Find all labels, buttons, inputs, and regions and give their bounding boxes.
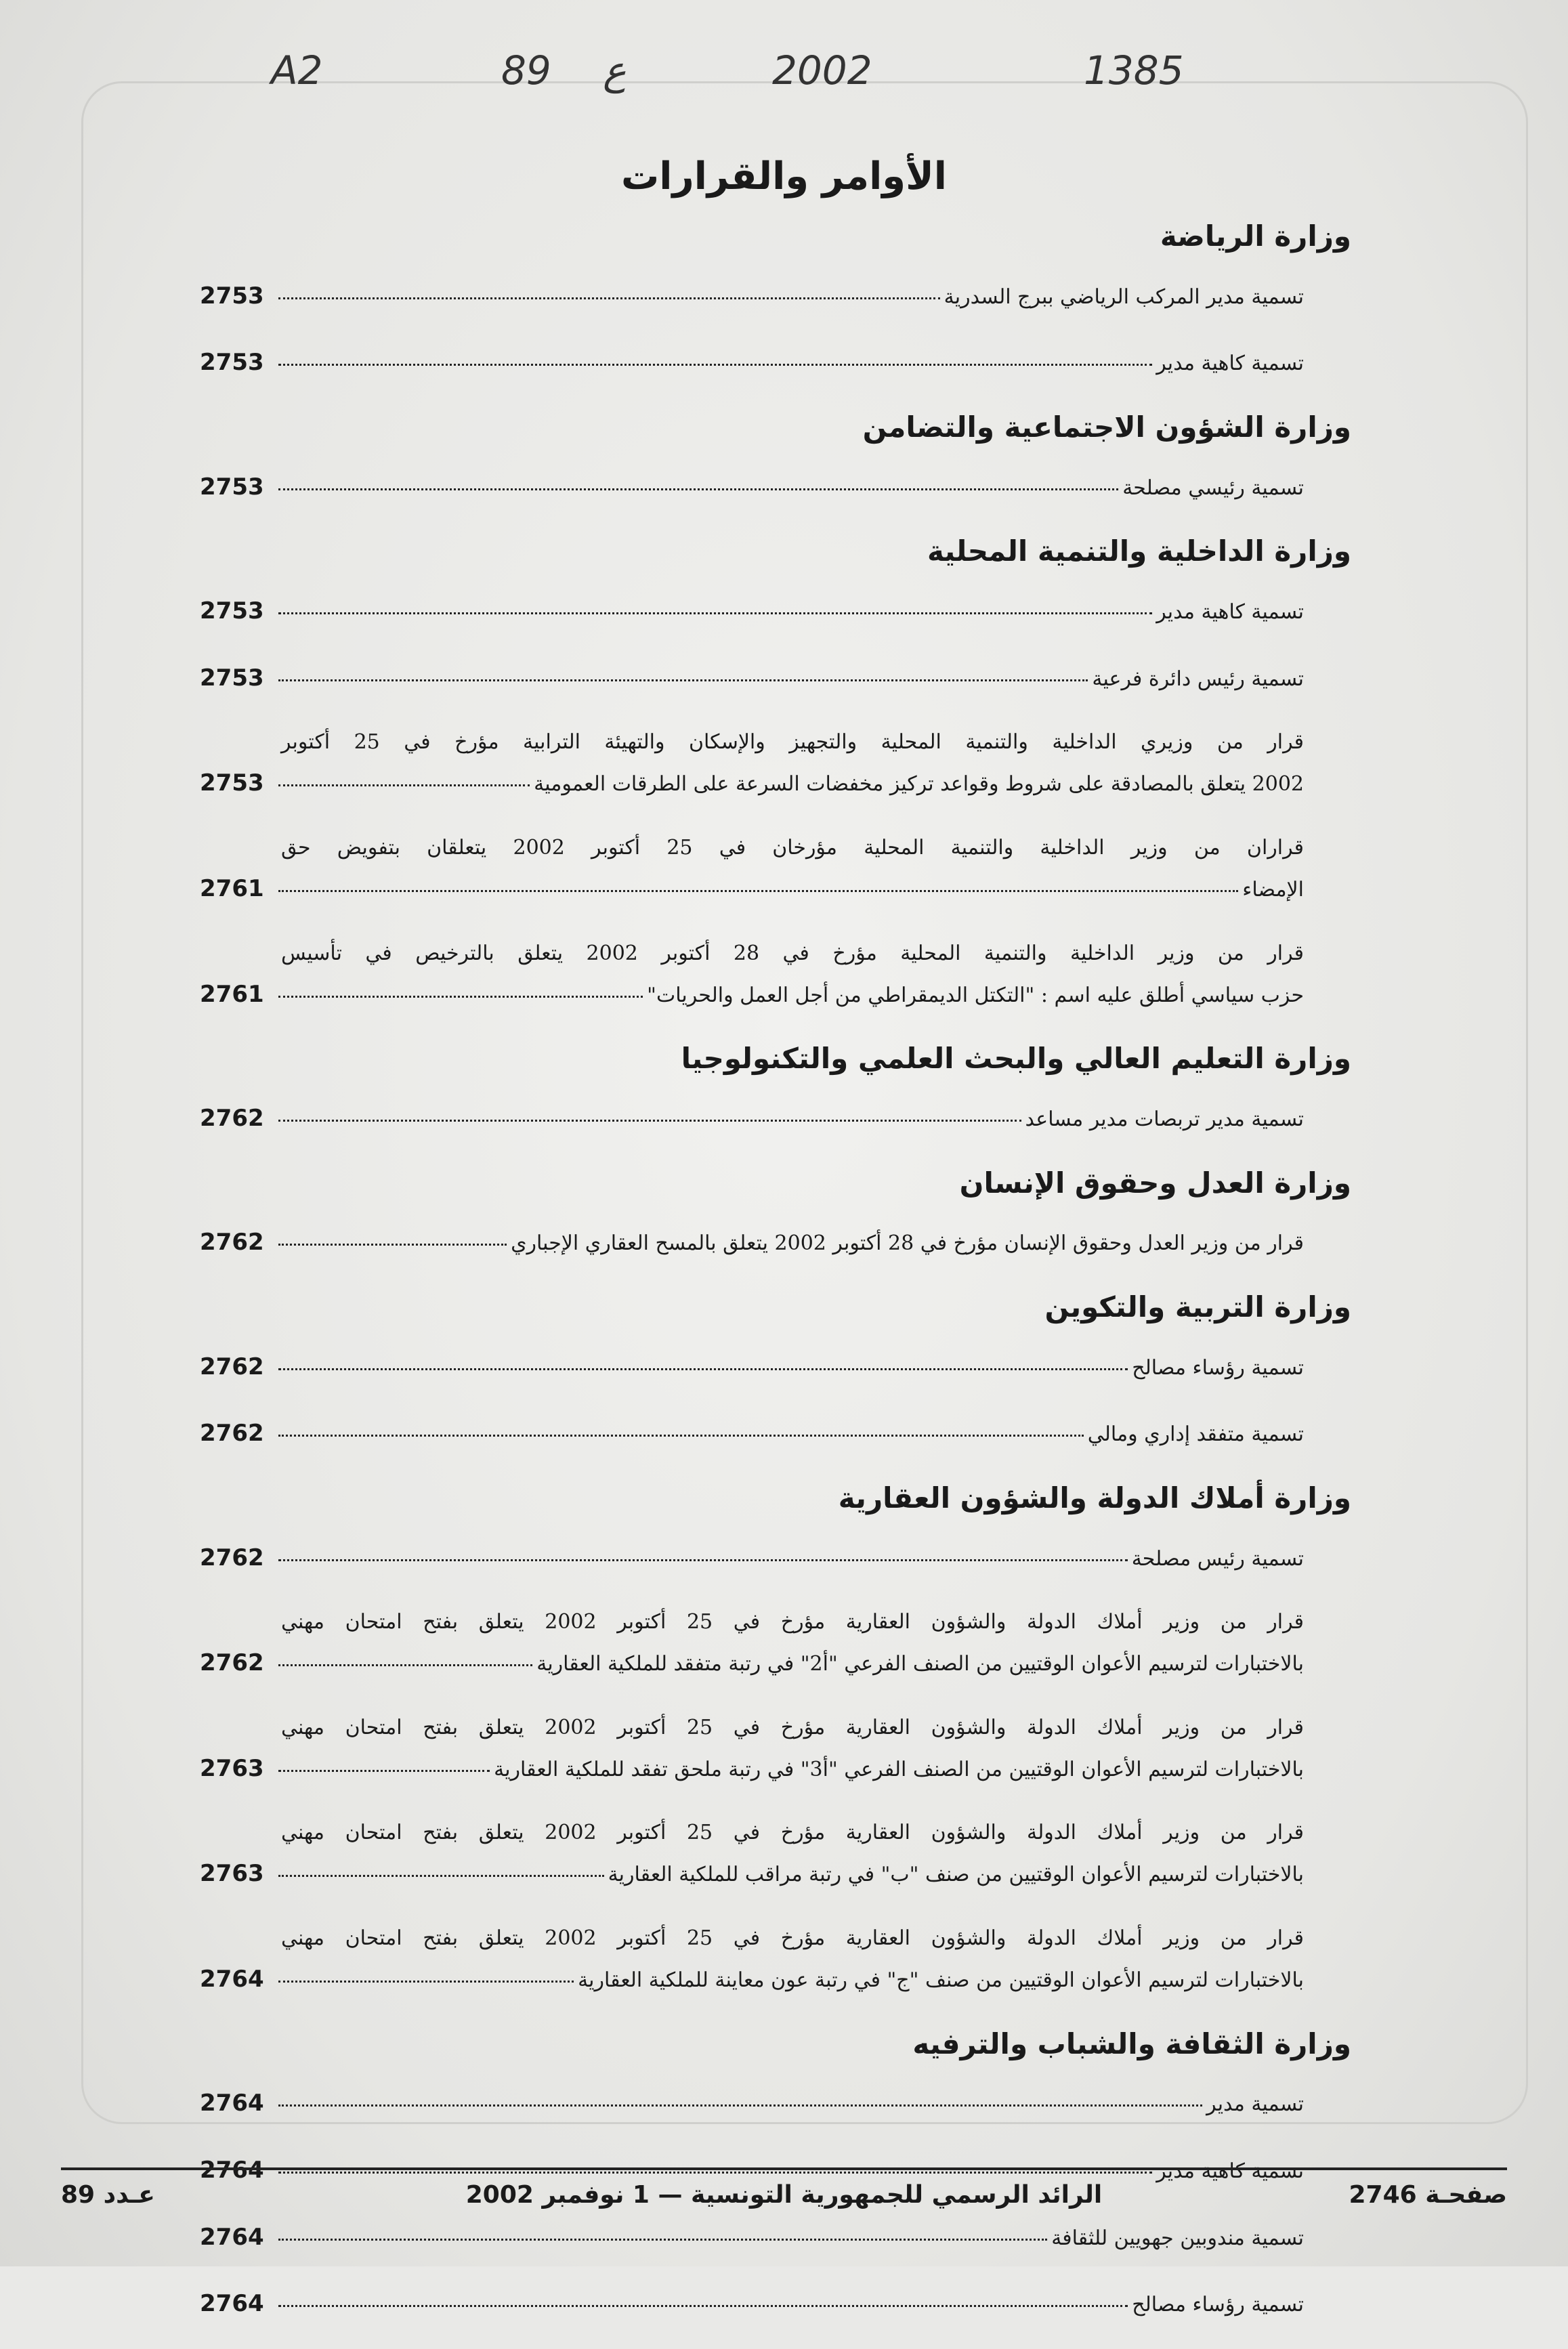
dot-leader	[278, 2172, 1152, 2174]
entry-page-number: 2762	[200, 1544, 264, 1571]
entry-page-number: 2764	[200, 2223, 264, 2251]
dot-leader	[278, 1368, 1128, 1370]
entry-page-number: 2753	[200, 473, 264, 501]
toc-entry[interactable]	[200, 723, 1304, 805]
handwritten-note: ع	[603, 47, 627, 93]
entry-text: تسمية مدير تربصات مدير مساعد	[1025, 1107, 1304, 1131]
page-number: صفحـة 2746	[1349, 2181, 1507, 2209]
page-footer	[61, 2181, 1507, 2228]
entry-text: تسمية رئيس دائرة فرعية	[1092, 666, 1304, 691]
journal-name-date: الرائد الرسمي للجمهورية التونسية — 1 نوفمبر 2002	[465, 2181, 1103, 2209]
toc-entry[interactable]	[200, 1708, 1304, 1791]
entry-text: حزب سياسي أطلق عليه اسم : "التكتل الديمقراطي من أجل العمل والحريات"	[647, 983, 1304, 1007]
entry-text-first-line: قرار من وزيري الداخلية والتنمية المحلية والتجهيز والإسكان والتهيئة الترابية مؤرخ في 25 أكتوبر	[281, 730, 1304, 755]
toc-entry[interactable]	[200, 2081, 1304, 2125]
issue-number: عـدد 89	[61, 2181, 155, 2209]
dot-leader	[278, 1120, 1021, 1122]
dot-leader	[278, 1559, 1128, 1561]
handwritten-note: A2	[271, 47, 323, 93]
entry-page-number: 2753	[200, 597, 264, 625]
dot-leader	[278, 1981, 574, 1983]
handwritten-note: 89	[501, 47, 551, 93]
toc-entry[interactable]	[200, 1221, 1304, 1265]
entry-text: 2002 يتعلق بالمصادقة على شروط وقواعد تركيز مخفضات السرعة على الطرقات العمومية	[534, 772, 1304, 797]
entry-text-first-line: قرار من وزير أملاك الدولة والشؤون العقارية مؤرخ في 25 أكتوبر 2002 يتعلق بفتح امتحان مهني	[281, 1926, 1304, 1951]
toc-entry[interactable]	[200, 934, 1304, 1017]
entry-text-first-line: قرار من وزير أملاك الدولة والشؤون العقارية مؤرخ في 25 أكتوبر 2002 يتعلق بفتح امتحان مهني	[281, 1715, 1304, 1739]
entry-page-number: 2753	[200, 349, 264, 377]
entry-page-number: 2762	[200, 1229, 264, 1256]
ministry-heading: وزارة أملاك الدولة والشؤون العقارية	[838, 1481, 1351, 1515]
ministry-heading: وزارة التربية والتكوين	[1044, 1290, 1351, 1324]
entry-text: الإمضاء	[1242, 877, 1304, 902]
footer-divider	[61, 2167, 1507, 2170]
toc-entry[interactable]	[200, 1813, 1304, 1896]
entry-page-number: 2762	[200, 1104, 264, 1132]
ministry-heading: وزارة الرياضة	[1160, 219, 1351, 253]
dot-leader	[278, 2305, 1128, 2307]
toc-entry[interactable]	[200, 1097, 1304, 1141]
entry-text: تسمية كاهية مدير	[1156, 352, 1304, 376]
entry-page-number: 2762	[200, 1420, 264, 1447]
dot-leader	[278, 679, 1088, 681]
entry-page-number: 2761	[200, 874, 264, 902]
entry-page-number: 2764	[200, 1966, 264, 1993]
entry-text: تسمية رئيسي مصلحة	[1122, 475, 1304, 500]
dot-leader	[278, 890, 1238, 892]
toc-entry[interactable]	[200, 274, 1304, 318]
entry-text: بالاختبارات لترسيم الأعوان الوقتيين من صنف "ج" في رتبة عون معاينة للملكية العقارية	[578, 1968, 1304, 1993]
toc-entry[interactable]	[200, 1412, 1304, 1456]
entry-page-number: 2764	[200, 2090, 264, 2117]
dot-leader	[278, 364, 1152, 366]
ministry-heading: وزارة الداخلية والتنمية المحلية	[927, 534, 1351, 568]
entry-page-number: 2761	[200, 980, 264, 1008]
entry-text: تسمية كاهية مدير	[1156, 2159, 1304, 2184]
dot-leader	[278, 1770, 490, 1772]
ministry-heading: وزارة الشؤون الاجتماعية والتضامن	[862, 410, 1351, 444]
ministry-heading: وزارة الثقافة والشباب والترفيه	[912, 2027, 1351, 2060]
entry-text: تسمية مدير	[1206, 2092, 1304, 2117]
handwritten-note: 1385	[1084, 47, 1184, 93]
toc-entry[interactable]	[200, 1603, 1304, 1685]
toc-entry[interactable]	[200, 465, 1304, 509]
entry-text-first-line: قراران من وزير الداخلية والتنمية المحلية مؤرخان في 25 أكتوبر 2002 يتعلقان بتفويض حق	[281, 835, 1304, 860]
toc-entry[interactable]	[200, 1345, 1304, 1389]
entry-page-number: 2762	[200, 1353, 264, 1380]
entry-text: بالاختبارات لترسيم الأعوان الوقتيين من الصنف الفرعي "أ2" في رتبة متفقد للملكية العقارية	[536, 1652, 1304, 1676]
entry-page-number: 2753	[200, 769, 264, 797]
entry-text: تسمية مندوبين جهويين للثقافة	[1051, 2226, 1304, 2250]
entry-text: تسمية متفقد إداري ومالي	[1087, 1422, 1304, 1447]
entry-page-number: 2763	[200, 1860, 264, 1888]
entry-text-first-line: قرار من وزير أملاك الدولة والشؤون العقارية مؤرخ في 25 أكتوبر 2002 يتعلق بفتح امتحان مهني	[281, 1821, 1304, 1845]
ministry-heading: وزارة العدل وحقوق الإنسان	[959, 1166, 1351, 1200]
toc-entry[interactable]	[200, 656, 1304, 700]
toc-entry[interactable]	[200, 2282, 1304, 2326]
entry-text: قرار من وزير العدل وحقوق الإنسان مؤرخ في 28 أكتوبر 2002 يتعلق بالمسح العقاري الإجباري	[511, 1231, 1304, 1256]
dot-leader	[278, 784, 530, 786]
dot-leader	[278, 1875, 604, 1877]
ministry-heading: وزارة التعليم العالي والبحث العلمي والتكنولوجيا	[681, 1042, 1351, 1076]
entry-page-number: 2763	[200, 1754, 264, 1782]
table-of-contents	[200, 217, 1351, 2349]
toc-entry[interactable]	[200, 589, 1304, 633]
toc-entry[interactable]	[200, 828, 1304, 911]
dot-leader	[278, 612, 1152, 614]
handwritten-note: 2002	[772, 47, 872, 93]
entry-text-first-line: قرار من وزير الداخلية والتنمية المحلية مؤرخ في 28 أكتوبر 2002 يتعلق بالترخيص في تأسيس	[281, 941, 1304, 965]
entry-text: تسمية رئيس مصلحة	[1131, 1546, 1304, 1571]
dot-leader	[278, 297, 940, 299]
entry-text: تسمية رؤساء مصالح	[1132, 1355, 1304, 1380]
entry-page-number: 2764	[200, 2157, 264, 2184]
dot-leader	[278, 2104, 1202, 2107]
entry-text: تسمية رؤساء مصالح	[1132, 2293, 1304, 2317]
page-title: الأوامر والقرارات	[621, 154, 947, 198]
toc-entry[interactable]	[200, 341, 1304, 385]
toc-entry[interactable]	[200, 1536, 1304, 1580]
toc-entry[interactable]	[200, 1919, 1304, 2002]
entry-page-number: 2764	[200, 2290, 264, 2318]
entry-text: بالاختبارات لترسيم الأعوان الوقتيين من الصنف الفرعي "أ3" في رتبة ملحق تفقد للملكية العقارية	[494, 1757, 1304, 1781]
entry-text: بالاختبارات لترسيم الأعوان الوقتيين من صنف "ب" في رتبة مراقب للملكية العقارية	[608, 1863, 1304, 1887]
entry-page-number: 2753	[200, 282, 264, 310]
dot-leader	[278, 2239, 1047, 2241]
entry-text: تسمية كاهية مدير	[1156, 600, 1304, 625]
entry-text-first-line: قرار من وزير أملاك الدولة والشؤون العقارية مؤرخ في 25 أكتوبر 2002 يتعلق بفتح امتحان مهني	[281, 1610, 1304, 1634]
entry-page-number: 2762	[200, 1649, 264, 1677]
dot-leader	[278, 1435, 1084, 1437]
dot-leader	[278, 1244, 507, 1246]
dot-leader	[278, 1664, 532, 1666]
dot-leader	[278, 488, 1118, 490]
entry-page-number: 2753	[200, 664, 264, 692]
dot-leader	[278, 996, 643, 998]
entry-text: تسمية مدير المركب الرياضي ببرج السدرية	[944, 284, 1304, 309]
